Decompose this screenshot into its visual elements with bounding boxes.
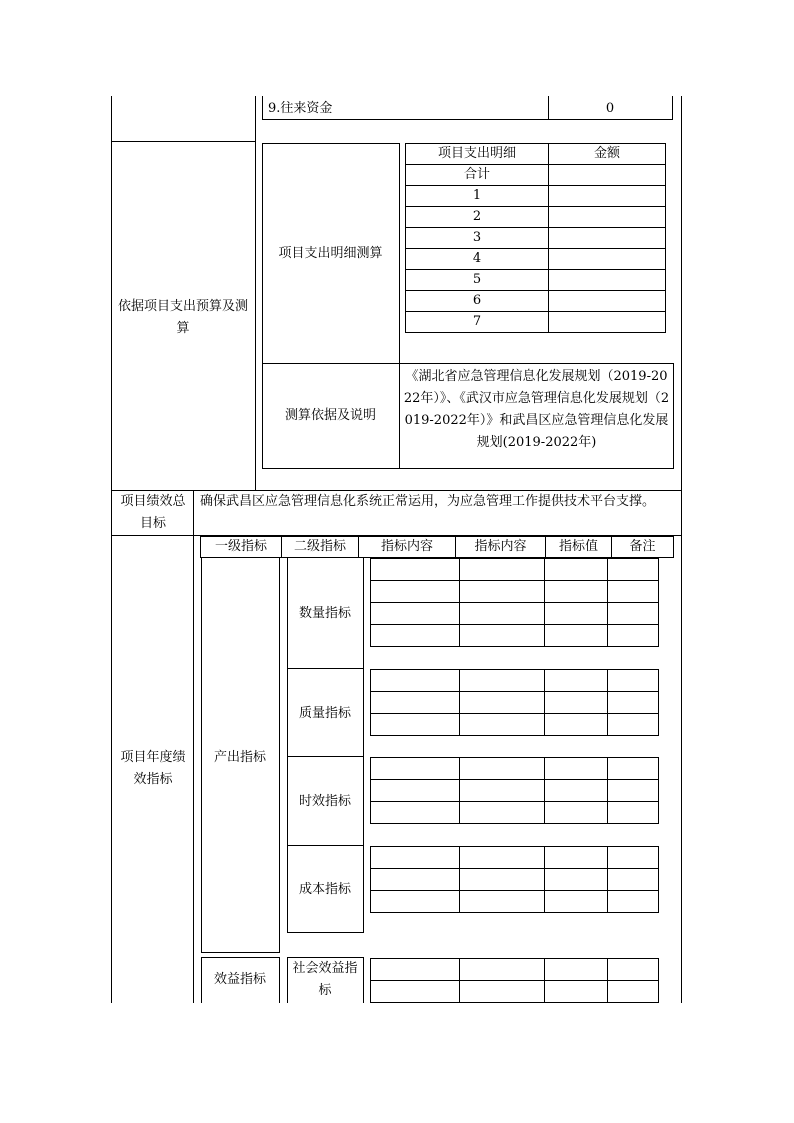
grid-cell	[371, 625, 460, 647]
grid-cell	[545, 981, 608, 1003]
grid-cell	[608, 981, 659, 1003]
grid-cell	[545, 625, 608, 647]
detail-row-amount	[549, 207, 666, 228]
table-row	[406, 165, 666, 186]
goal-text: 确保武昌区应急管理信息化系统正常运用，为应急管理工作提供技术平台支撑。	[200, 494, 656, 509]
grid-cell	[460, 802, 545, 824]
detail-row-amount	[549, 312, 666, 333]
budget-col-divider	[255, 96, 256, 490]
grid-cell	[371, 780, 460, 802]
grid-cell	[371, 891, 460, 913]
level2-col-right	[363, 557, 364, 933]
grid-cell	[460, 758, 545, 780]
funds-left-line	[262, 96, 263, 119]
detail-row-amount	[549, 249, 666, 270]
budget-label: 依据项目支出预算及测算	[117, 299, 248, 336]
table-row	[371, 714, 659, 736]
indicator-header-row	[201, 537, 674, 558]
table-row	[371, 581, 659, 603]
outer-right-border	[681, 96, 682, 1003]
detail-row-amount	[549, 186, 666, 207]
detail-row-label: 6	[406, 291, 549, 312]
table-row	[406, 249, 666, 270]
grid-cell	[545, 869, 608, 891]
output-box-bottom	[201, 952, 280, 953]
header-level1: 一级指标	[201, 537, 282, 558]
table-row	[406, 270, 666, 291]
grid-cell	[460, 581, 545, 603]
detail-row-label: 5	[406, 270, 549, 291]
table-row	[371, 670, 659, 692]
indicator-header-table	[200, 536, 674, 558]
output-box-top	[201, 557, 280, 558]
grid-cell	[608, 714, 659, 736]
goal-label: 项目绩效总目标	[120, 494, 186, 531]
grid-cell	[460, 603, 545, 625]
grid-cell	[608, 692, 659, 714]
basis-label: 测算依据及说明	[284, 408, 376, 423]
social-box-right	[363, 957, 364, 1003]
table-row	[371, 692, 659, 714]
funds-right-line	[672, 96, 673, 119]
grid-cell	[608, 559, 659, 581]
quality-grid	[370, 669, 659, 736]
benefit-box-top	[201, 957, 280, 958]
grid-cell	[371, 692, 460, 714]
grid-cell	[460, 714, 545, 736]
grid-cell	[371, 959, 460, 981]
grid-cell	[545, 714, 608, 736]
output-box-right	[279, 557, 280, 953]
grid-cell	[608, 670, 659, 692]
table-row	[406, 207, 666, 228]
level2-div-3	[287, 845, 364, 846]
grid-cell	[608, 581, 659, 603]
grid-cell	[545, 692, 608, 714]
level2-quantity-label: 数量指标	[298, 606, 351, 621]
level2-cost-label: 成本指标	[298, 882, 351, 897]
grid-cell	[608, 869, 659, 891]
grid-cell	[545, 891, 608, 913]
social-grid	[370, 958, 659, 1003]
detail-table-header	[406, 144, 666, 165]
grid-cell	[371, 714, 460, 736]
header-content-2: 指标内容	[456, 537, 546, 558]
grid-cell	[460, 959, 545, 981]
detail-row-amount	[549, 165, 666, 186]
grid-cell	[545, 802, 608, 824]
grid-cell	[608, 758, 659, 780]
detail-row-label: 4	[406, 249, 549, 270]
grid-cell	[460, 670, 545, 692]
table-row	[371, 780, 659, 802]
detail-row-label: 1	[406, 186, 549, 207]
table-row	[371, 869, 659, 891]
basis-text: 《湖北省应急管理信息化发展规划（2019-2022年）》、《武汉市应急管理信息化发展规划（2019-2022年）》和武昌区应急管理信息化发展规划(2019-2022年)	[403, 369, 670, 450]
grid-cell	[545, 847, 608, 869]
table-row	[371, 603, 659, 625]
table-row	[371, 802, 659, 824]
grid-cell	[545, 959, 608, 981]
grid-cell	[371, 559, 460, 581]
table-row	[406, 291, 666, 312]
table-row	[406, 312, 666, 333]
detail-table	[405, 143, 666, 333]
table-row	[371, 891, 659, 913]
header-content-1: 指标内容	[359, 537, 456, 558]
table-row	[371, 981, 659, 1003]
grid-cell	[460, 847, 545, 869]
outer-left-border	[111, 96, 112, 1003]
quantity-grid	[370, 558, 659, 647]
grid-cell	[545, 780, 608, 802]
grid-cell	[608, 802, 659, 824]
timeliness-grid	[370, 757, 659, 824]
benefit-level1-label: 效益指标	[213, 972, 266, 987]
grid-cell	[545, 559, 608, 581]
table-row	[406, 228, 666, 249]
budget-inner-mid	[262, 363, 674, 364]
grid-cell	[608, 959, 659, 981]
grid-cell	[460, 692, 545, 714]
table-row	[406, 186, 666, 207]
social-box-left	[287, 957, 288, 1003]
grid-cell	[371, 802, 460, 824]
grid-cell	[371, 603, 460, 625]
grid-cell	[608, 891, 659, 913]
grid-cell	[545, 758, 608, 780]
grid-cell	[371, 981, 460, 1003]
level2-timeliness-label: 时效指标	[298, 794, 351, 809]
detail-row-amount	[549, 291, 666, 312]
header-remark: 备注	[612, 537, 674, 558]
detail-row-label: 7	[406, 312, 549, 333]
grid-cell	[371, 581, 460, 603]
grid-cell	[371, 869, 460, 891]
table-row	[371, 847, 659, 869]
detail-row-label: 合计	[406, 165, 549, 186]
table-row	[371, 959, 659, 981]
level2-div-1	[287, 668, 364, 669]
row-divider-1	[111, 141, 256, 142]
grid-cell	[545, 670, 608, 692]
grid-cell	[545, 603, 608, 625]
level2-quality-label: 质量指标	[298, 706, 351, 721]
header-value: 指标值	[546, 537, 612, 558]
detail-row-amount	[549, 228, 666, 249]
detail-header-item: 项目支出明细	[406, 144, 549, 165]
level2-social-label: 社会效益指标	[292, 961, 358, 998]
grid-cell	[460, 891, 545, 913]
grid-cell	[371, 758, 460, 780]
grid-cell	[371, 670, 460, 692]
detail-row-label: 3	[406, 228, 549, 249]
level2-top	[287, 557, 364, 558]
grid-cell	[460, 981, 545, 1003]
detail-header-amount: 金额	[549, 144, 666, 165]
budget-inner-divider	[399, 143, 400, 469]
table-row	[371, 559, 659, 581]
detail-label: 项目支出明细测算	[278, 246, 383, 261]
level2-bottom	[287, 932, 364, 933]
table-row	[371, 625, 659, 647]
grid-cell	[608, 625, 659, 647]
grid-cell	[608, 603, 659, 625]
indicators-label: 项目年度绩效指标	[120, 750, 186, 787]
cost-grid	[370, 846, 659, 913]
grid-cell	[460, 559, 545, 581]
grid-cell	[545, 581, 608, 603]
grid-cell	[608, 847, 659, 869]
grid-cell	[371, 847, 460, 869]
detail-row-amount	[549, 270, 666, 291]
grid-cell	[608, 780, 659, 802]
budget-inner-top	[262, 143, 400, 144]
funds-item-value: 0	[605, 101, 615, 116]
grid-cell	[460, 625, 545, 647]
detail-row-label: 2	[406, 207, 549, 228]
funds-item-label: 9.往来资金	[268, 101, 333, 116]
budget-inner-right	[673, 363, 674, 469]
header-level2: 二级指标	[282, 537, 359, 558]
grid-cell	[460, 869, 545, 891]
output-level1-label: 产出指标	[213, 750, 266, 765]
budget-inner-bottom	[262, 468, 674, 469]
level2-div-2	[287, 756, 364, 757]
goal-col-divider	[193, 490, 194, 1003]
benefit-box-right	[279, 957, 280, 1003]
table-row	[371, 758, 659, 780]
grid-cell	[460, 780, 545, 802]
